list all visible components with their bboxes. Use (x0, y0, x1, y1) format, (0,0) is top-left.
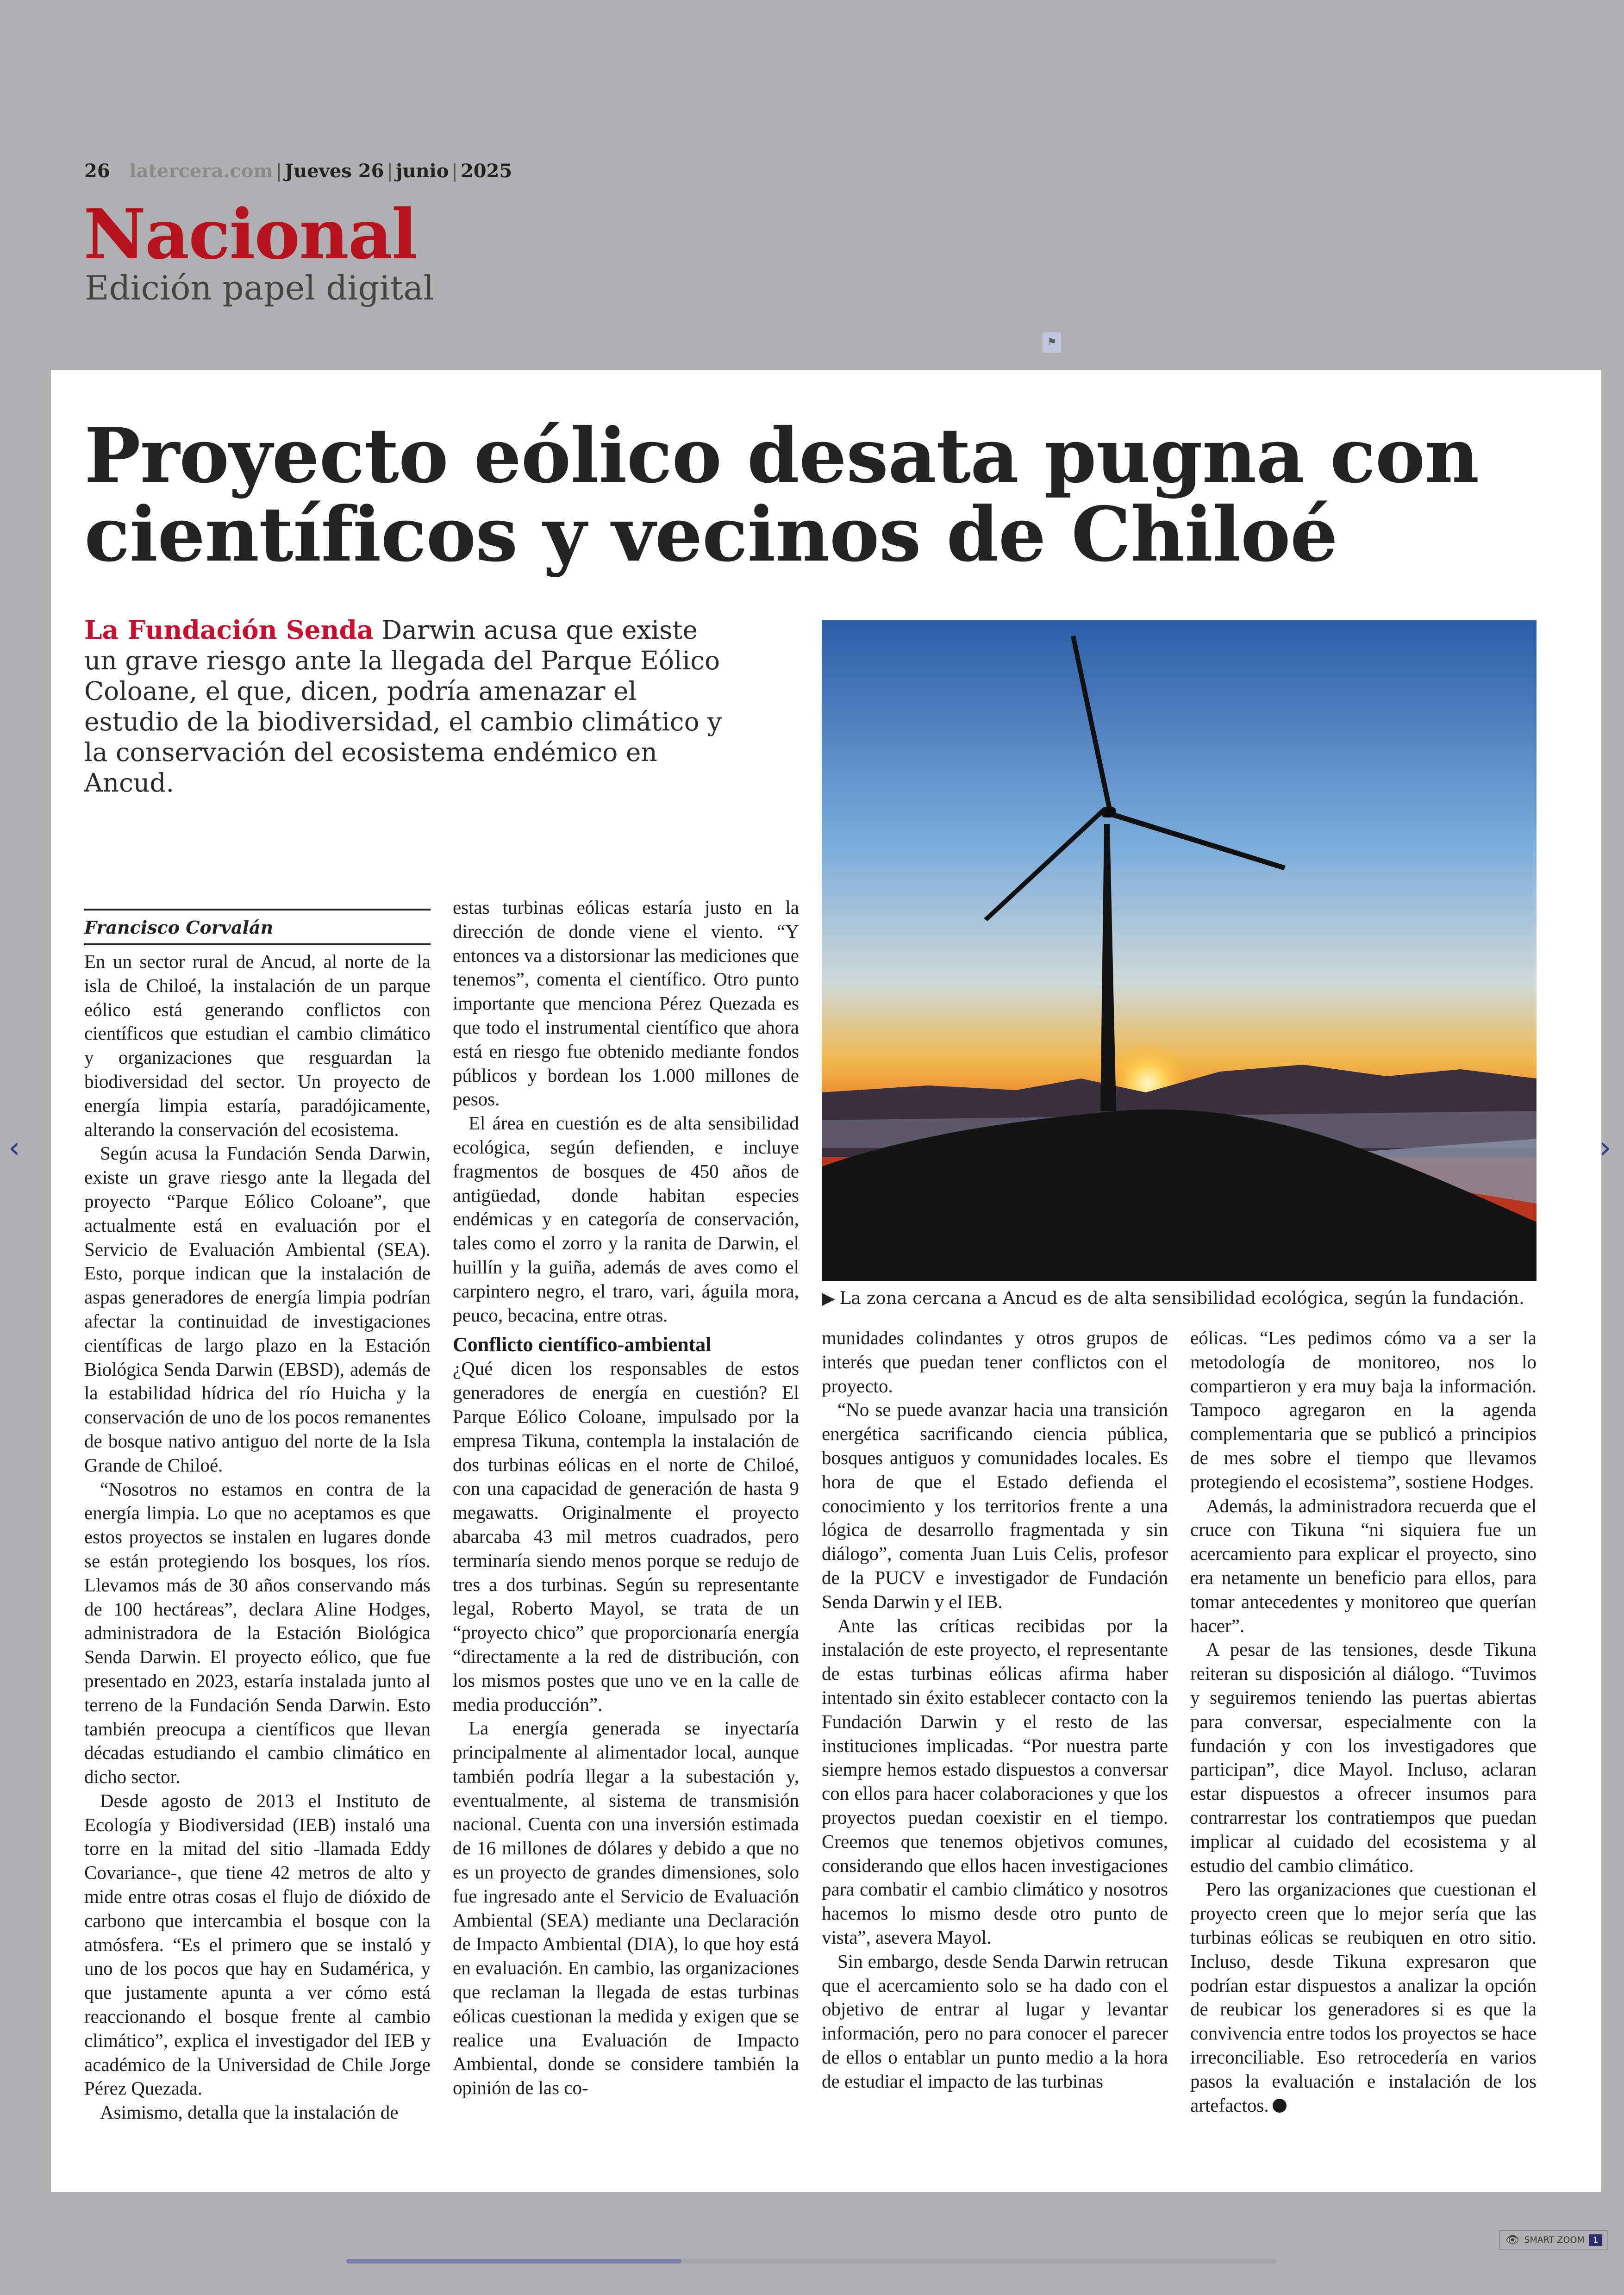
zoom-page-badge: 1 (1589, 2234, 1602, 2246)
paragraph-text: Pero las organizaciones que cuestionan el proyecto creen que lo mejor sería que las turbinas eólicas se reubiquen en otro sitio. Incluso, desde Tikuna expresaron que podrían estar dispuestos a analizar la opción de reubicar los generadores si es que la convivencia entre todos los proyectos se hace irreconciliable. Eso retrocedería en varios pasos la evaluación e instalación de los artefactos. (1190, 1878, 1537, 2116)
paragraph: Sin embargo, desde Senda Darwin retrucan que el acercamiento solo se ha dado con el objetivo de entrar al lugar y levantar información, pero no para conocer el parecer de ellos o entablar un punto medio a la hora de estudiar el impacto de las turbinas (822, 1950, 1168, 2092)
lede-text: Darwin acusa que existe un grave riesgo ante la llegada del Parque Eólico Coloane, el que, dicen, podría amenazar el estudio de la biodiversidad, el cambio climático y la conservación del ecosistema endémico en Ancud. (84, 615, 722, 798)
page-number: 26 (84, 160, 110, 182)
edition-label: Edición papel digital (85, 268, 434, 307)
chevron-left-icon[interactable]: ‹ (8, 1131, 20, 1165)
end-mark-icon (1273, 2099, 1287, 2113)
article-column-1 (84, 950, 431, 2125)
caption-text: La zona cercana a Ancud es de alta sensibilidad ecológica, según la fundación. (839, 1288, 1524, 1308)
paragraph: munidades colindantes y otros grupos de interés que puedan tener conflictos con el proyecto. (822, 1327, 1168, 1397)
paragraph: eólicas. “Les pedimos cómo va a ser la metodología de monitoreo, nos lo compartieron y era muy baja la información. Tampoco agregaron en la agenda complementaria que se publicó a principios de mes sobre el tiempo que llevamos protegiendo el ecosistema”, sostiene Hodges. (1190, 1327, 1537, 1492)
paragraph: “Nosotros no estamos en contra de la energía limpia. Lo que no aceptamos es que estos proyectos se instalen en lugares donde se están protegiendo los bosques, los ríos. Llevamos más de 30 años conservando más de 100 hectáreas”, declara Aline Hodges, administradora de la Estación Biológica Senda Darwin. El proyecto eólico, que fue presentado en 2023, estaría instalada junto al terreno de la Fundación Senda Darwin. Esto también preocupa a científicos que llevan décadas estudiando el cambio climático en dicho sector. (84, 1478, 431, 1788)
issue-meta: 26 latercera.com | Jueves 26 | junio | 2025 (84, 160, 512, 182)
paragraph: estas turbinas eólicas estaría justo en la dirección de donde viene el viento. “Y entonces va a distorsionar las mediciones que tenemos”, comenta el científico. Otro punto importante que menciona Pérez Quezada es que todo el instrumental científico que ahora está en riesgo fue obtenido mediante fondos públicos y bordean los 1.000 millones de pesos. (453, 897, 799, 1110)
article-column-3 (822, 1326, 1168, 2094)
section-title: Nacional (83, 194, 417, 274)
issue-year: 2025 (460, 160, 512, 182)
lede-lead: La Fundación Senda (84, 615, 374, 645)
photo-caption (822, 1288, 1562, 1309)
paragraph: Además, la administradora recuerda que el cruce con Tikuna “ni siquiera fue un acercamiento para explicar el proyecto, sino era netamente un beneficio para ellos, para tomar antecedentes y monitoreo que querían hacer”. (1190, 1495, 1537, 1636)
wind-turbine-photo (822, 620, 1537, 1281)
bookmark-icon[interactable]: ⚑ (1043, 332, 1061, 353)
smart-zoom-button[interactable] (1499, 2230, 1608, 2250)
zoom-label: SMART ZOOM (1524, 2235, 1585, 2245)
site-name: latercera.com (129, 160, 273, 182)
issue-day: Jueves 26 (285, 160, 384, 182)
chevron-right-icon[interactable]: › (1599, 1131, 1612, 1165)
caption-arrow-icon: ▶ (822, 1288, 835, 1308)
paragraph: A pesar de las tensiones, desde Tikuna reiteran su disposición al diálogo. “Tuvimos y seguiremos teniendo las puertas abiertas para conversar, especialmente con la fundación y con los investigadores que participan”, dice Mayol. Incluso, aclaran estar dispuestos a ofrecer insumos para contrarrestar los contratiempos que puedan implicar al cuidado del ecosistema y al estudio del cambio climático. (1190, 1639, 1537, 1876)
paragraph: Asimismo, detalla que la instalación de (100, 2102, 399, 2123)
headline (84, 412, 1566, 579)
paragraph: Ante las críticas recibidas por la instalación de este proyecto, el representante de estas turbinas eólicas afirma haber intentado sin éxito establecer contacto con la Fundación Darwin y el resto de las instituciones implicadas. “Por nuestra parte siempre hemos estado dispuestos a conversar con ellos para hacer colaboraciones y que los proyectos puedan coexistir en el tiempo. Creemos que tenemos objetivos comunes, considerando que ellos hacen investigaciones para combatir el cambio climático y nosotros hacemos lo mismo desde otro punto de vista”, asevera Mayol. (822, 1615, 1168, 1948)
paragraph: ¿Qué dicen los responsables de estos generadores de energía en cuestión? El Parque Eólico Coloane, impulsado por la empresa Tikuna, contempla la instalación de dos turbinas eólicas en el norte de Chiloé, con una capacidad de generación de hasta 9 megawatts. Originalmente el proyecto abarcaba 43 mil metros cuadrados, pero terminaría siendo menos porque se redujo de tres a dos turbinas. Según su representante legal, Roberto Mayol, se trata de un “proyecto chico” que proporcionaría energía “directamente a la red de distribución, con los mismos postes que uno ve en la calle de media producción”. (453, 1358, 799, 1715)
article-column-2 (453, 896, 799, 2100)
headline-line-1: Proyecto eólico desata pugna con (84, 412, 1479, 500)
reading-progress-fill (346, 2259, 681, 2264)
headline-line-2: científicos y vecinos de Chiloé (84, 491, 1337, 579)
article-column-4 (1190, 1326, 1537, 2117)
byline: Francisco Corvalán (84, 909, 431, 945)
reading-progress-bar[interactable] (346, 2259, 1277, 2264)
paragraph: El área en cuestión es de alta sensibilidad ecológica, según defienden, e incluye fragmentos de bosques de 450 años de antigüedad, donde habitan especies endémicas y en categoría de conservación, tales como el zorro y la ranita de Darwin, el huillín y la guiña, además de aves como el carpintero negro, el traro, vari, águila mora, peuco, becacina, entre otras. (453, 1112, 799, 1326)
paragraph (1190, 1877, 1537, 2117)
eye-icon: 👁 (1505, 2233, 1520, 2246)
paragraph: Desde agosto de 2013 el Instituto de Ecología y Biodiversidad (IEB) instaló una torre en la mitad del sitio -llamada Eddy Covariance-, que tiene 42 metros de alto y mide entre otras cosas el flujo de dióxido de carbono que intercambia el bosque con la atmósfera. “Es el primero que se instaló y uno de los pocos que hay en Sudamérica, y que justamente apunta a ver cómo está reaccionando el bosque frente al cambio climático”, explica el investigador del IEB y académico de la Universidad de Chile Jorge Pérez Quezada. (84, 1790, 431, 2099)
issue-month: junio (395, 160, 449, 182)
paragraph: Según acusa la Fundación Senda Darwin, existe un grave riesgo ante la llegada del proyecto “Parque Eólico Coloane”, que actualmente está en evaluación por el Servicio de Evaluación Ambiental (SEA). Esto, porque indican que la instalación de aspas generadores de energía limpia podrían afectar la continuidad de investigaciones científicas de largo plazo en la Estación Biológica Senda Darwin (EBSD), además de la estabilidad hídrica del río Huicha y la conservación de uno de los pocos remanentes de bosque nativo antiguo del norte de la Isla Grande de Chiloé. (84, 1142, 431, 1476)
lede (84, 615, 732, 798)
paragraph: En un sector rural de Ancud, al norte de la isla de Chiloé, la instalación de un parque eólico está generando conflictos con científicos que estudian el cambio climático y organizaciones que resguardan la biodiversidad del sector. Un proyecto de energía limpia estaría, paradójicamente, alterando la conservación del ecosistema. (84, 951, 431, 1140)
paragraph: La energía generada se inyectaría principalmente al alimentador local, aunque también podría llegar a la subestación y, eventualmente, al sistema de transmisión nacional. Cuenta con una inversión estimada de 16 millones de dólares y debido a que no es un proyecto de grandes dimensiones, solo fue ingresado ante el Servicio de Evaluación Ambiental (SEA) mediante una Declaración de Impacto Ambiental (DIA), lo que hoy está en evaluación. En cambio, las organizaciones que reclaman la llegada de estas turbinas eólicas cuestionan la medida y exigen que se realice una Evaluación de Impacto Ambiental, donde se considere también la opinión de las co- (453, 1717, 799, 2099)
subheading: Conflicto científico-ambiental (453, 1333, 712, 1356)
paragraph: “No se puede avanzar hacia una transición energética sacrificando ciencia pública, bosques antiguos y comunidades locales. Es hora de que el Estado defienda el conocimiento y los territorios frente a una lógica de desarrollo fragmentada y sin diálogo”, comenta Juan Luis Celis, profesor de la PUCV e investigador de Fundación Senda Darwin y el IEB. (822, 1399, 1168, 1612)
article-page (51, 370, 1601, 2192)
